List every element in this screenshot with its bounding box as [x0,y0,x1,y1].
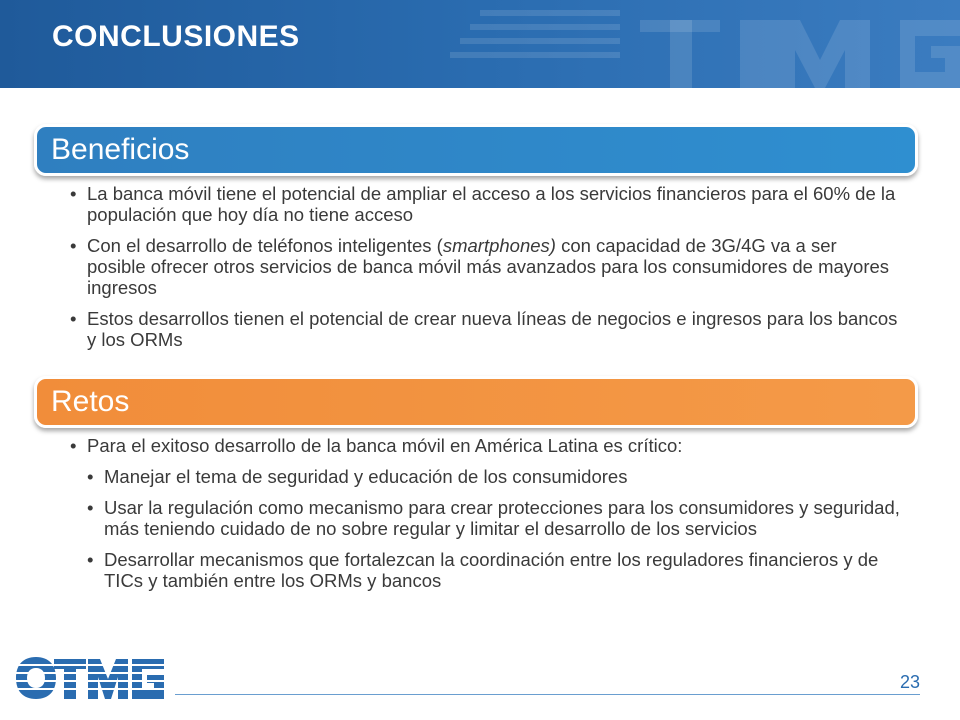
bullet-text: Para el exitoso desarrollo de la banca móvil en América Latina es crítico: [87,435,683,456]
section-heading: Retos [51,385,130,418]
list-item [70,308,900,350]
otmg-logo-icon [14,655,166,701]
logo-watermark-icon [440,0,960,88]
footer-divider [175,694,920,695]
bullet-text: Usar la regulación como mecanismo para crear protecciones para los consumidores y seguridad, más teniendo cuidado de no sobre regular y limitar el desarrollo de los servicios [104,497,900,539]
list-item [70,235,900,298]
section-header-retos [34,376,918,428]
section-heading: Beneficios [51,133,190,166]
retos-list [70,435,900,601]
list-item [87,466,900,487]
bullet-text: Manejar el tema de seguridad y educación de los consumidores [104,466,628,487]
page-title: CONCLUSIONES [52,20,300,53]
bullet-text: Estos desarrollos tienen el potencial de crear nueva líneas de negocios e ingresos para los bancos y los ORMs [87,308,898,350]
list-item [70,435,900,456]
header-banner [0,0,960,88]
beneficios-list [70,183,900,360]
section-header-beneficios [34,124,918,176]
bullet-text: La banca móvil tiene el potencial de ampliar el acceso a los servicios financieros para el 60% de la populación que hoy día no tiene acceso [87,183,896,225]
list-item [70,183,900,225]
bullet-text: con capacidad de 3G/4G va a ser posible ofrecer otros servicios de banca móvil más avanzados para los consumidores de mayores ingresos [87,235,890,298]
bullet-text: Desarrollar mecanismos que fortalezcan la coordinación entre los reguladores financieros y de TICs y también entre los ORMs y bancos [104,549,879,591]
page-number: 23 [899,672,920,692]
bullet-italic-text: smartphones) [442,235,556,256]
bullet-text: Con el desarrollo de teléfonos inteligentes ( [87,235,443,256]
list-item [87,497,900,539]
list-item [87,549,900,591]
